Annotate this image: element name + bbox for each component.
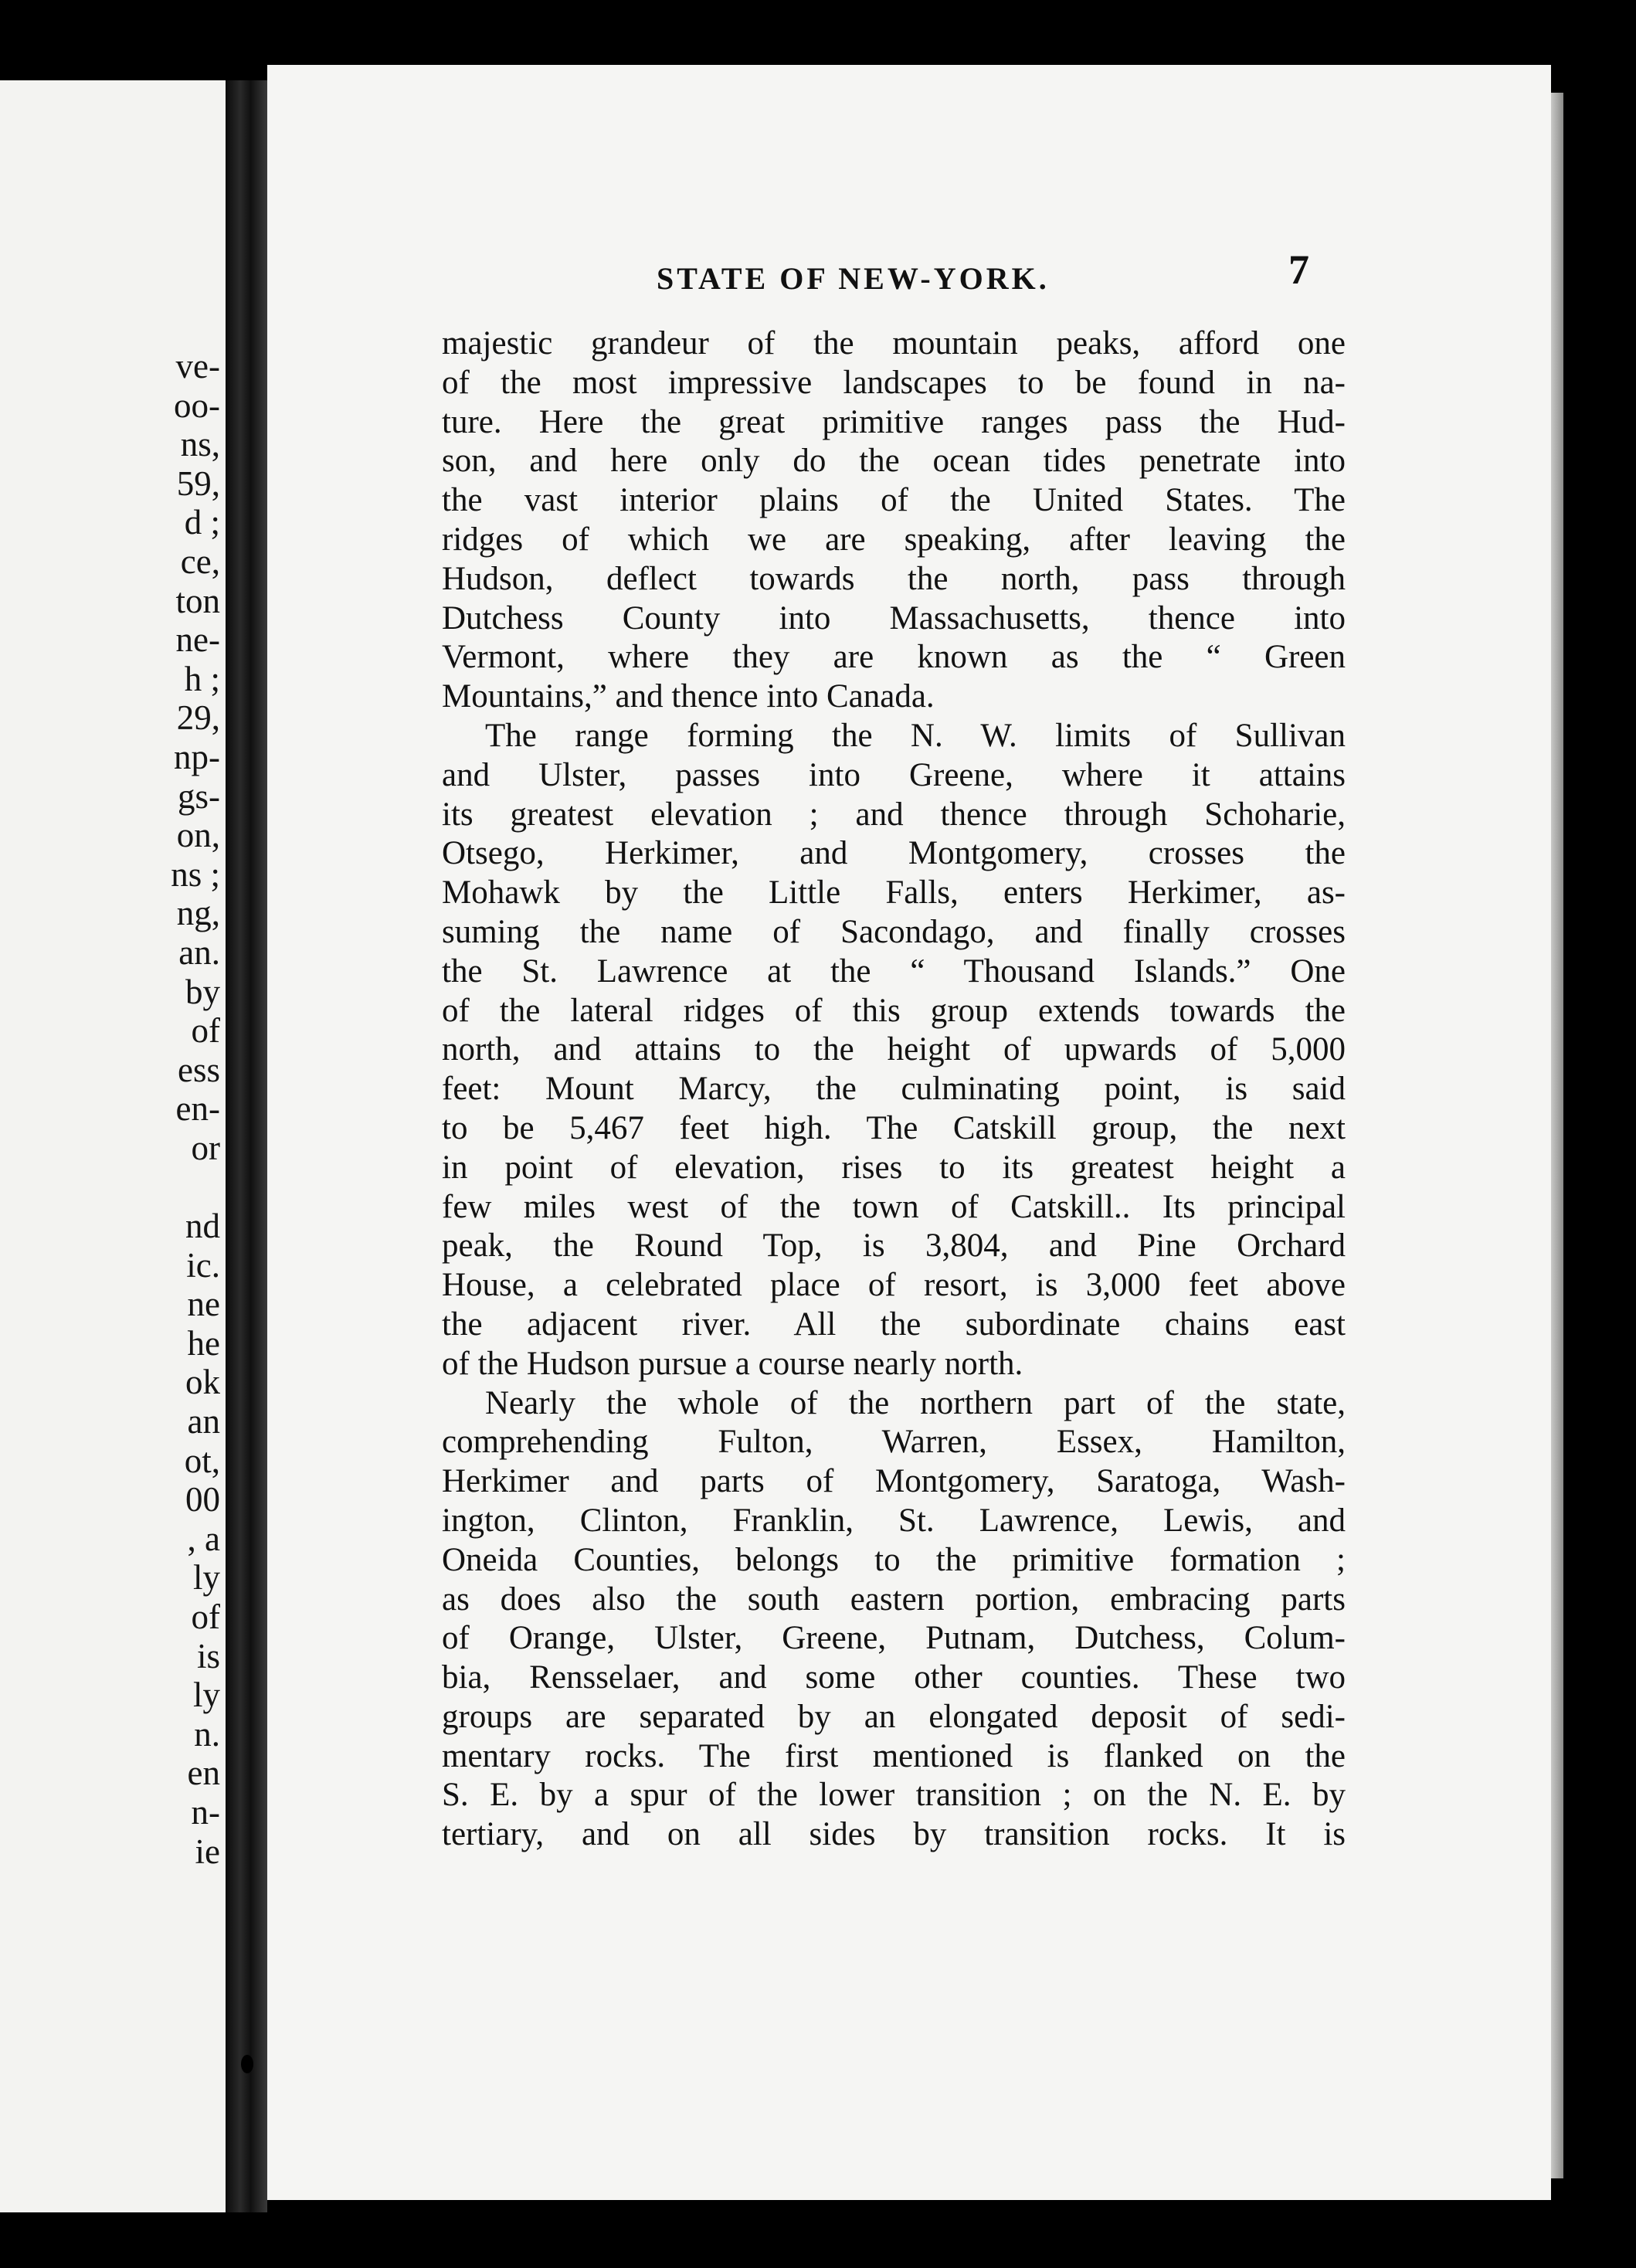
paragraph-first-line: The range forming the N. W. limits of Sullivan xyxy=(485,717,1346,754)
left-fragment-line: h ; xyxy=(184,659,220,698)
left-fragment-line: he xyxy=(187,1323,220,1363)
text-line: its greatest elevation ; and thence through Schoharie, xyxy=(442,796,1346,833)
text-line: ington, Clinton, Franklin, St. Lawrence, Lewis, and xyxy=(442,1502,1346,1539)
left-page-fragments xyxy=(0,347,220,1871)
page-number: 7 xyxy=(1288,246,1309,293)
text-line: of the lateral ridges of this group extends towards the xyxy=(442,992,1346,1029)
text-line: House, a celebrated place of resort, is 3,000 feet above xyxy=(442,1267,1346,1304)
text-line: feet: Mount Marcy, the culminating point, is said xyxy=(442,1071,1346,1108)
text-line: of Orange, Ulster, Greene, Putnam, Dutchess, Colum- xyxy=(442,1620,1346,1657)
text-line: majestic grandeur of the mountain peaks, afford one xyxy=(442,325,1346,362)
text-line: groups are separated by an elongated deposit of sedi- xyxy=(442,1698,1346,1735)
left-fragment-line: gs- xyxy=(178,776,220,816)
text-line: ture. Here the great primitive ranges pass the Hud- xyxy=(442,403,1346,440)
text-line: ridges of which we are speaking, after leaving the xyxy=(442,521,1346,558)
text-line: of the most impressive landscapes to be found in na- xyxy=(442,364,1346,401)
left-fragment-line: of xyxy=(191,1597,220,1636)
left-fragment-line: 00 xyxy=(185,1480,220,1519)
left-page xyxy=(0,80,226,2212)
text-line: the vast interior plains of the United States. The xyxy=(442,482,1346,519)
left-fragment-line: n- xyxy=(191,1792,220,1832)
text-line: bia, Rensselaer, and some other counties. These two xyxy=(442,1659,1346,1696)
left-fragment-line: ton xyxy=(175,581,220,620)
left-fragment-line: ne- xyxy=(175,620,220,660)
left-fragment-line: n. xyxy=(194,1714,220,1754)
left-fragment-line: or xyxy=(191,1128,220,1167)
left-fragment-line: by xyxy=(185,972,220,1011)
text-line: the St. Lawrence at the “ Thousand Islands.” One xyxy=(442,952,1346,990)
left-fragment-line: is xyxy=(196,1636,220,1676)
text-line: Dutchess County into Massachusetts, thence into xyxy=(442,599,1346,637)
text-line: S. E. by a spur of the lower transition ; on the N. E. by xyxy=(442,1777,1346,1814)
left-fragment-line xyxy=(0,1167,220,1207)
left-fragment-line: ng, xyxy=(176,894,220,933)
text-line: few miles west of the town of Catskill.. Its principal xyxy=(442,1188,1346,1225)
left-fragment-line: on, xyxy=(176,816,220,855)
text-line: to be 5,467 feet high. The Catskill group, the next xyxy=(442,1109,1346,1146)
left-fragment-line: 59, xyxy=(176,463,220,503)
text-line: of the Hudson pursue a course nearly north. xyxy=(442,1345,1023,1382)
text-line: son, and here only do the ocean tides penetrate into xyxy=(442,443,1346,480)
left-fragment-line: ot, xyxy=(184,1441,220,1480)
text-line: peak, the Round Top, is 3,804, and Pine Orchard xyxy=(442,1227,1346,1265)
left-fragment-line: ce, xyxy=(180,542,220,581)
book-gutter xyxy=(226,80,267,2212)
left-fragment-line: np- xyxy=(174,737,220,776)
left-fragment-line: ns ; xyxy=(171,854,220,894)
text-line: as does also the south eastern portion, embracing parts xyxy=(442,1580,1346,1618)
binding-hole-mark xyxy=(241,2055,253,2073)
text-line: the adjacent river. All the subordinate chains east xyxy=(442,1305,1346,1343)
text-line: mentary rocks. The first mentioned is flanked on the xyxy=(442,1737,1346,1774)
page-edge-shadow xyxy=(1551,93,1563,2178)
left-fragment-line: en xyxy=(187,1754,220,1793)
left-fragment-line: 29, xyxy=(176,698,220,738)
text-line: comprehending Fulton, Warren, Essex, Hamilton, xyxy=(442,1424,1346,1461)
left-fragment-line: ly xyxy=(192,1676,220,1715)
left-fragment-line: an xyxy=(187,1402,220,1441)
text-line: Otsego, Herkimer, and Montgomery, crosses the xyxy=(442,835,1346,872)
text-line: Mohawk by the Little Falls, enters Herkimer, as- xyxy=(442,874,1346,912)
left-fragment-line: ok xyxy=(185,1363,220,1402)
left-fragment-line: oo- xyxy=(174,385,220,425)
left-fragment-line: of xyxy=(191,1011,220,1051)
running-head: STATE OF NEW-YORK. xyxy=(657,261,1050,296)
left-fragment-line: , a xyxy=(187,1519,220,1558)
left-fragment-line: ve- xyxy=(175,347,220,385)
text-line: tertiary, and on all sides by transition rocks. It is xyxy=(442,1816,1346,1853)
text-line: Oneida Counties, belongs to the primitive formation ; xyxy=(442,1541,1346,1578)
left-fragment-line: d ; xyxy=(184,503,220,542)
text-line: in point of elevation, rises to its greatest height a xyxy=(442,1149,1346,1186)
text-line: Mountains,” and thence into Canada. xyxy=(442,678,935,715)
left-fragment-line: ne xyxy=(187,1285,220,1324)
text-line: Herkimer and parts of Montgomery, Saratoga, Wash- xyxy=(442,1463,1346,1500)
text-line: suming the name of Sacondago, and finally crosses xyxy=(442,913,1346,950)
text-line: Hudson, deflect towards the north, pass through xyxy=(442,560,1346,597)
text-line: north, and attains to the height of upwards of 5,000 xyxy=(442,1031,1346,1068)
paragraph-first-line: Nearly the whole of the northern part of the state, xyxy=(485,1384,1346,1421)
left-fragment-line: ie xyxy=(195,1832,220,1871)
left-fragment-line: ns, xyxy=(180,425,220,464)
text-line: Vermont, where they are known as the “ Green xyxy=(442,639,1346,676)
left-fragment-line: ic. xyxy=(186,1245,220,1285)
left-fragment-line: ly xyxy=(192,1558,220,1597)
left-fragment-line: an. xyxy=(178,932,220,972)
left-fragment-line: en- xyxy=(175,1089,220,1129)
left-fragment-line: nd xyxy=(185,1207,220,1246)
text-line: and Ulster, passes into Greene, where it attains xyxy=(442,756,1346,793)
body-text xyxy=(442,324,1346,1855)
left-fragment-line: ess xyxy=(178,1050,220,1089)
